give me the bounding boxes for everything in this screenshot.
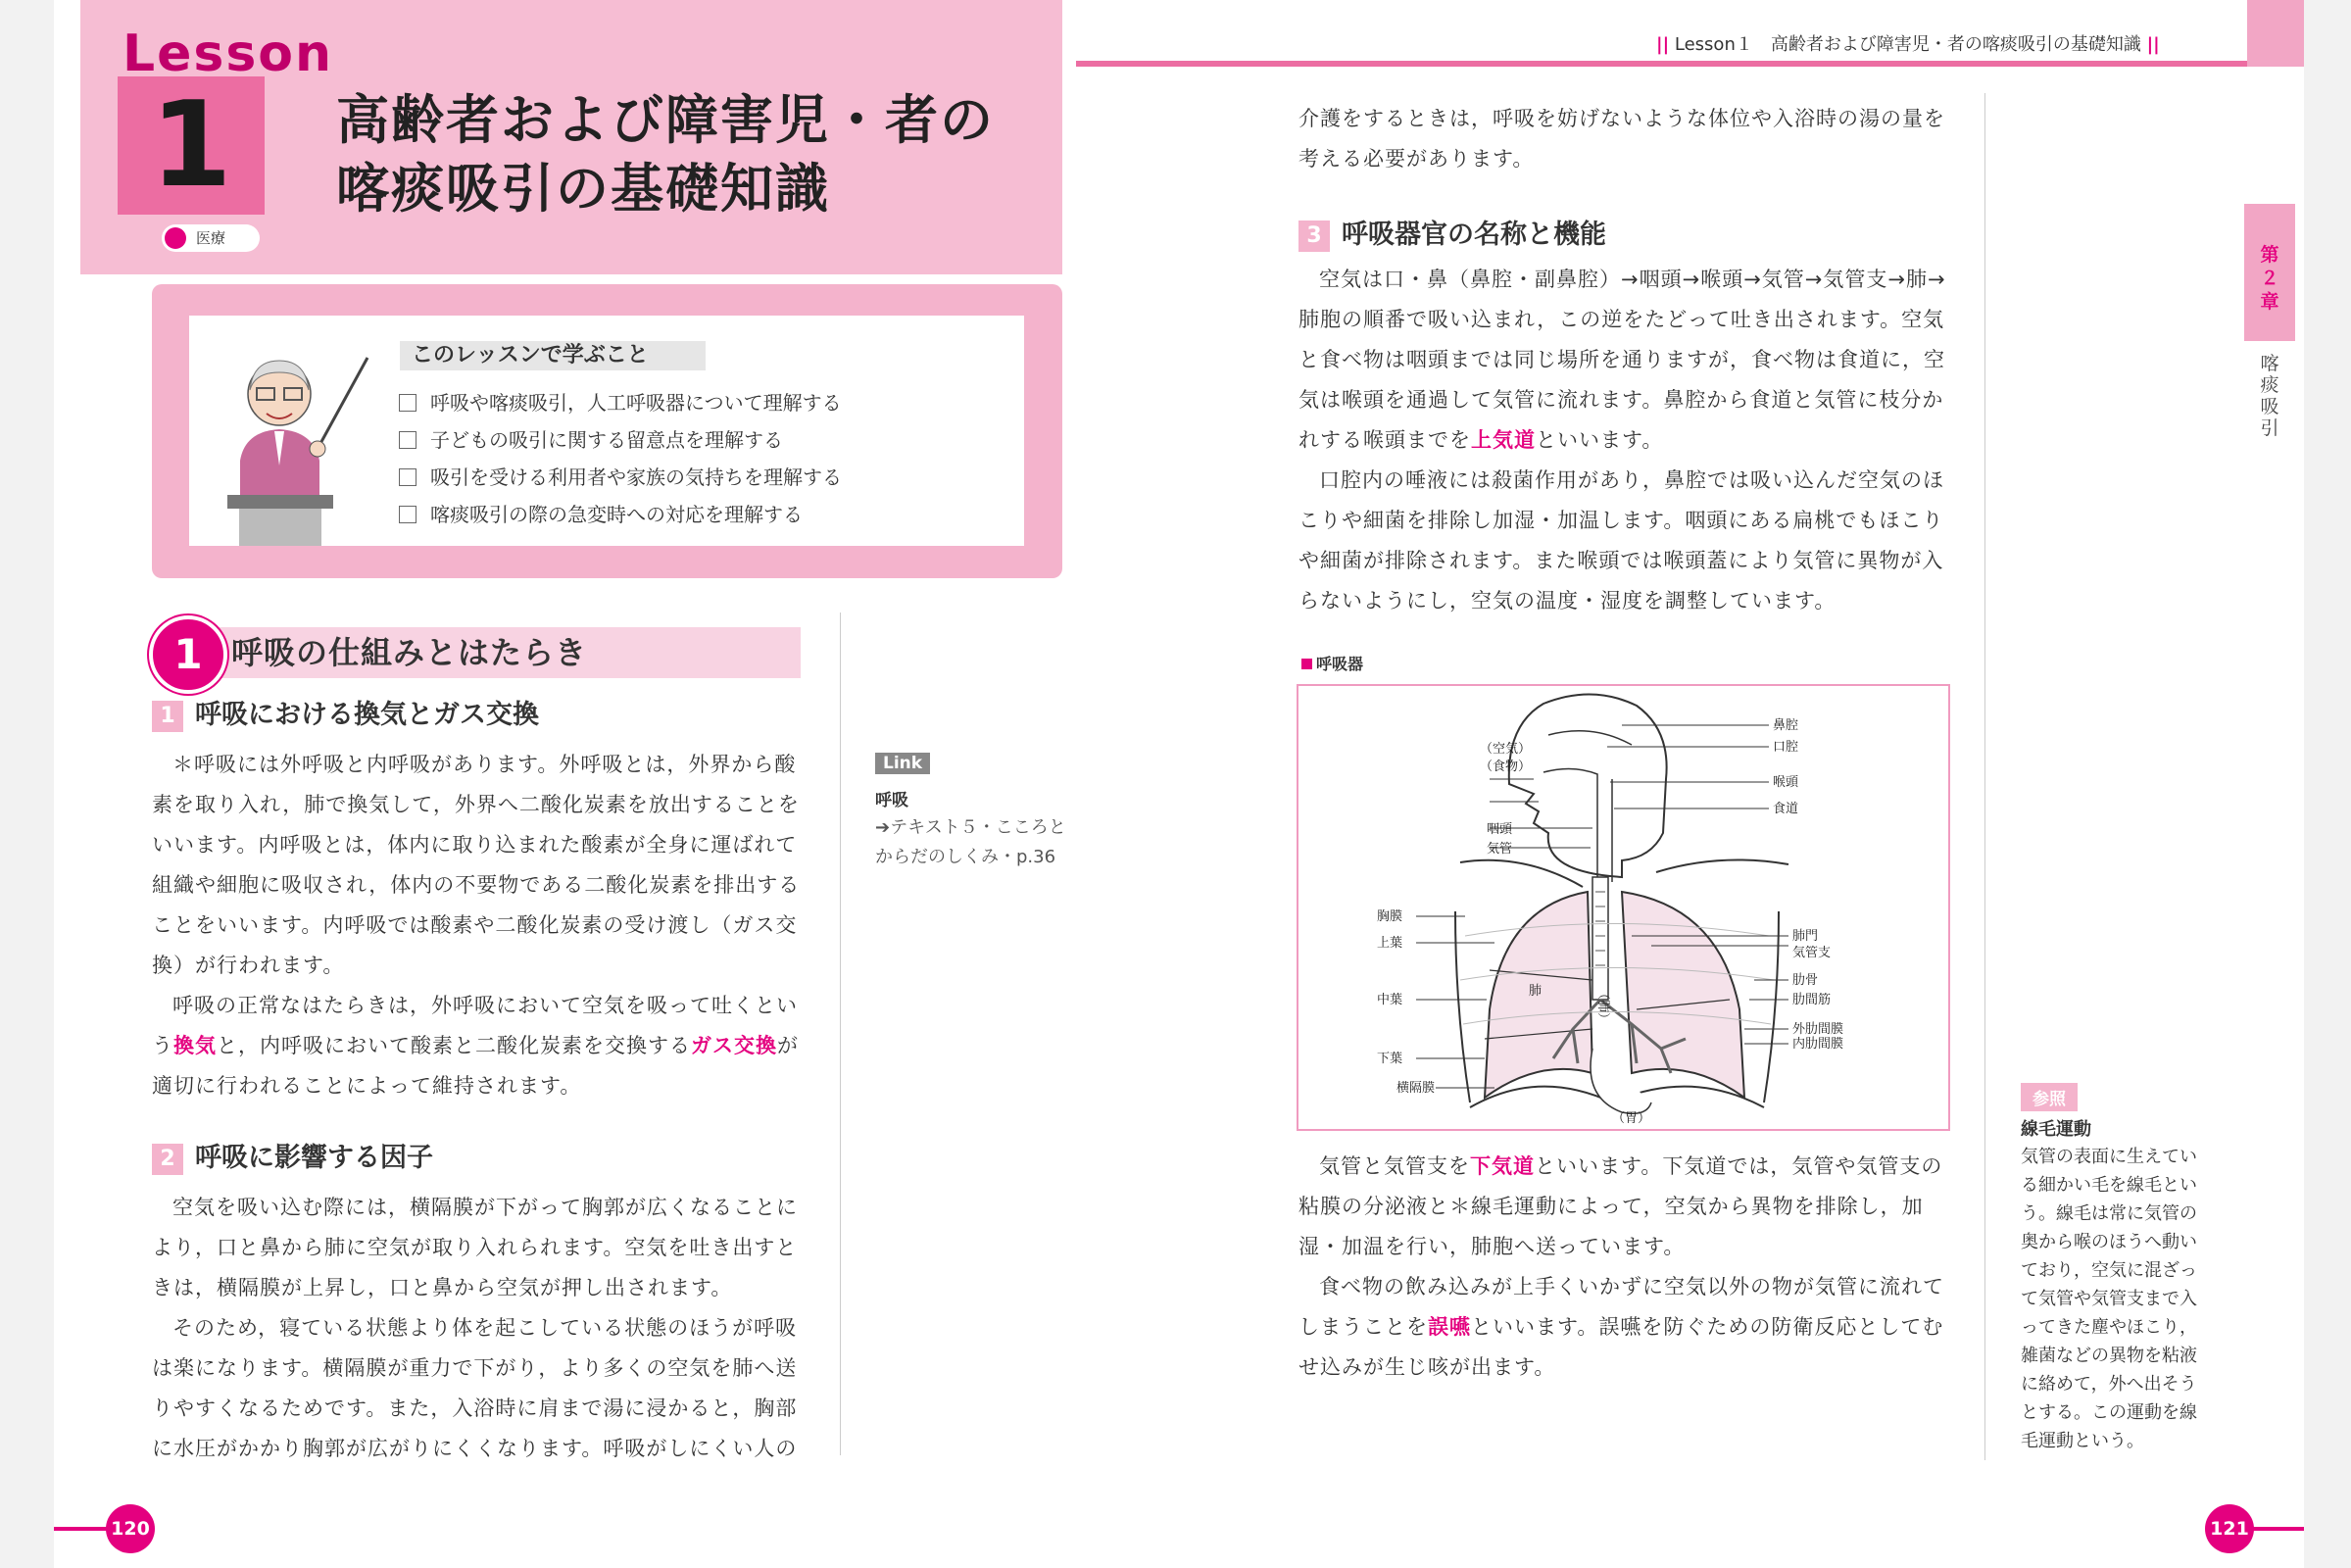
text-span: と，内呼吸において酸素と二酸化炭素を交換する: [217, 1034, 691, 1057]
label-pharynx: 咽頭: [1487, 822, 1513, 837]
header-rule: [1076, 61, 2304, 67]
body-text-block: [1298, 99, 1948, 179]
header-corner-tab: [2247, 0, 2304, 67]
teacher-illustration: [206, 333, 372, 549]
running-head-text: Lesson１ 高齢者および障害児・者の喀痰吸引の基礎知識: [1674, 34, 2141, 55]
label-esophagus: 食道: [1773, 802, 1799, 816]
label-nasal-cavity: 鼻腔: [1773, 718, 1799, 733]
label-food: （食物）: [1480, 760, 1532, 774]
chapter-tab-sub: 喀痰吸引: [2260, 353, 2279, 439]
paragraph: そのため，寝ている状態より体を起こしている状態のほうが呼吸は楽になります。横隔膜が重力で下がり，より多くの空気を肺へ送りやすくなるためです。また，入浴時に肩まで湯に浸かると，胸部に水圧がかかり胸郭が広がりにくくなります。呼吸がしにくい人の: [152, 1316, 798, 1460]
label-diaphragm: 横隔膜: [1396, 1081, 1436, 1096]
page-number-rule: [54, 1527, 113, 1531]
column-divider: [1984, 93, 1985, 1460]
subsection-title: 呼吸器官の名称と機能: [1342, 220, 1606, 250]
objective-item: [399, 388, 842, 417]
label-hilum: 肺門: [1792, 929, 1819, 944]
section-number-badge: 1: [149, 615, 227, 694]
checkbox-icon: [399, 506, 416, 523]
reference-tag: 参照: [2021, 1083, 2078, 1111]
label-rib: 肋骨: [1792, 973, 1819, 988]
category-icon: [165, 227, 186, 249]
objective-item: [399, 500, 803, 529]
respiratory-diagram: [1298, 686, 1948, 1129]
respiratory-figure: [1297, 684, 1950, 1131]
objective-text: 吸引を受ける利用者や家族の気持ちを理解する: [430, 466, 842, 489]
body-text-block: [1298, 260, 1948, 621]
label-intercostal: 肋間筋: [1792, 993, 1832, 1007]
running-head-bar: ||: [1656, 34, 1670, 55]
subsection-heading: [1298, 218, 1606, 253]
subsection-number: 1: [152, 701, 183, 732]
keyword: 上気道: [1471, 428, 1536, 452]
keyword: 下気道: [1470, 1154, 1535, 1178]
objective-text: 喀痰吸引の際の急変時への対応を理解する: [430, 503, 803, 526]
link-heading: 呼吸: [875, 791, 908, 810]
label-pleura: 胸膜: [1377, 909, 1403, 924]
label-oral-cavity: 口腔: [1773, 740, 1799, 755]
label-lung-center: （肺）: [1595, 987, 1610, 1026]
lesson-title-line1: 高齢者および障害児・者の: [336, 89, 995, 151]
paragraph: [152, 986, 803, 1106]
label-lung: 肺: [1529, 984, 1543, 999]
paragraph: 介護をするときは，呼吸を妨げないような体位や入浴時の湯の量を考える必要があります。: [1298, 107, 1945, 171]
label-external-membrane: 外肋間膜: [1792, 1022, 1844, 1037]
label-bronchus: 気管支: [1792, 946, 1832, 960]
objective-text: 呼吸や喀痰吸引，人工呼吸器について理解する: [430, 391, 842, 415]
subsection-heading: [152, 698, 539, 733]
paragraph: [1298, 1147, 1948, 1267]
reference-heading: 線毛運動: [2021, 1119, 2091, 1140]
subsection-number: 3: [1298, 220, 1330, 252]
subsection-number: 2: [152, 1144, 183, 1175]
objective-text: 子どもの吸引に関する留意点を理解する: [430, 428, 783, 452]
body-text-block: [1298, 1147, 1948, 1388]
keyword: 誤嚥: [1428, 1315, 1471, 1339]
lesson-title: [336, 86, 995, 223]
paragraph: [1298, 1267, 1948, 1388]
paragraph: [1298, 260, 1948, 461]
checkbox-icon: [399, 468, 416, 486]
link-reference[interactable]: ➔テキスト５・こころとからだのしくみ・p.36: [875, 817, 1066, 867]
section-title: 呼吸の仕組みとはたらき: [231, 634, 588, 671]
subsection-title: 呼吸における換気とガス交換: [195, 700, 539, 730]
label-internal-membrane: 内肋間膜: [1792, 1037, 1844, 1052]
label-larynx: 喉頭: [1773, 775, 1799, 790]
keyword: ガス交換: [691, 1034, 777, 1057]
label-upper-lobe: 上葉: [1377, 936, 1403, 951]
objective-item: [399, 463, 842, 492]
lesson-number-box: [118, 76, 265, 215]
running-head: [1656, 30, 2160, 56]
subsection-title: 呼吸に影響する因子: [195, 1143, 433, 1173]
text-span: 食べ物の飲み込みが上手くいかずに空気以外の物が気管に流れてしまうことを: [1298, 1275, 1944, 1339]
lesson-title-line2: 喀痰吸引の基礎知識: [336, 158, 830, 220]
page-number: 121: [2205, 1504, 2254, 1553]
lesson-number: 1: [150, 77, 232, 214]
text-span: 呼吸の正常なはたらきは，外呼吸において空気を吸って吐くという: [152, 994, 798, 1057]
subsection-heading: [152, 1141, 433, 1176]
reference-body: 気管の表面に生えている細かい毛を線毛という。線毛は常に気管の奥から喉のほうへ動いており，空気に混ざって気管や気管支まで入ってきた塵やほこり，雑菌などの異物を粘液に絡めて，外へ出そうとする。この運動を線毛運動という。: [2021, 1147, 2197, 1451]
column-divider: [840, 612, 841, 1455]
chapter-tab-label: 第２章: [2260, 244, 2279, 313]
lesson-label: Lesson: [122, 24, 334, 83]
paragraph: ＊呼吸には外呼吸と内呼吸があります。外呼吸とは，外界から酸素を取り入れ，肺で換気して，外界へ二酸化炭素を放出することをいいます。内呼吸とは，体内に取り込まれた酸素が全身に運ばれて組織や細胞に吸収され，体内の不要物である二酸化炭素を排出することをいいます。内呼吸では酸素や二酸化炭素の受け渡し（ガス交換）が行われます。: [152, 753, 801, 977]
category-label: 医療: [196, 229, 226, 247]
page-number-rule: [2252, 1527, 2304, 1531]
text-span: といいます。: [1536, 428, 1664, 452]
figure-caption-text: 呼吸器: [1316, 655, 1364, 673]
checkbox-icon: [399, 431, 416, 449]
link-tag: Link: [875, 753, 930, 774]
checkbox-icon: [399, 394, 416, 412]
objectives-title: このレッスンで学ぶこと: [400, 341, 706, 370]
running-head-bar: ||: [2146, 34, 2160, 55]
caption-marker-icon: [1301, 659, 1312, 669]
paragraph: 空気を吸い込む際には，横隔膜が下がって胸郭が広くなることにより，口と鼻から肺に空気が取り入れられます。空気を吐き出すときは，横隔膜が上昇し，口と鼻から空気が押し出されます。: [152, 1196, 798, 1299]
text-span: 気管と気管支を: [1319, 1154, 1470, 1178]
page-number: 120: [106, 1504, 155, 1553]
label-lower-lobe: 下葉: [1377, 1052, 1403, 1066]
text-span: といいます。下気道では，気管や気管支の粘膜の分泌液と＊線毛運動によって，空気から異物を排除し，加湿・加温を行い，肺胞へ送っています。: [1298, 1154, 1943, 1258]
keyword: 換気: [173, 1034, 217, 1057]
text-span: が適切に行われることによって維持されます。: [152, 1034, 799, 1098]
label-air: （空気）: [1480, 742, 1532, 757]
text-span: 空気は口・鼻（鼻腔・副鼻腔）→咽頭→喉頭→気管→気管支→肺→肺胞の順番で吸い込まれ，この逆をたどって吐き出されます。空気と食べ物は咽頭までは同じ場所を通りますが，食べ物は食道に，空気は喉頭を通過して気管に流れます。鼻腔から食道と気管に枝分かれする喉頭までを: [1298, 268, 1946, 452]
text-span: といいます。誤嚥を防ぐための防衛反応としてむせ込みが生じ咳が出ます。: [1298, 1315, 1944, 1379]
objective-item: [399, 425, 783, 455]
label-stomach: （胃）: [1612, 1111, 1651, 1126]
label-trachea: 気管: [1487, 842, 1513, 857]
paragraph: 口腔内の唾液には殺菌作用があり，鼻腔では吸い込んだ空気のほこりや細菌を排除し加湿・加温します。咽頭にある扁桃でもほこりや細菌が排除されます。また喉頭では喉頭蓋により気管に異物が入らないようにし，空気の温度・湿度を調整しています。: [1298, 468, 1944, 612]
figure-caption: [1301, 652, 1363, 674]
label-middle-lobe: 中葉: [1377, 993, 1403, 1007]
body-text-block: [152, 1188, 803, 1469]
body-text-block: [152, 745, 803, 1106]
